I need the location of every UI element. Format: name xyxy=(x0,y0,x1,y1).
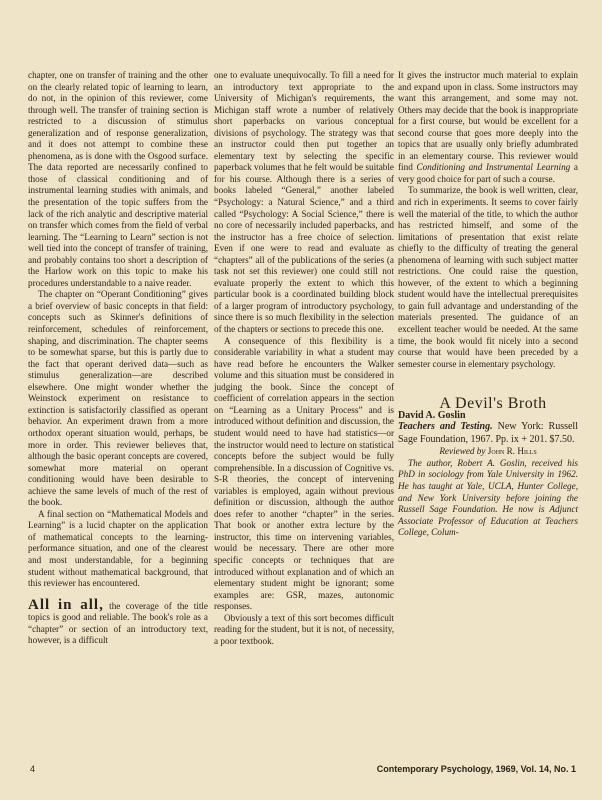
reviewer-line: Reviewed by John R. Hills xyxy=(439,446,537,457)
paragraph: It gives the instructor much material to explain and expand upon in class. Some instructors may want this arrangement, and some may not. Others may decide that the book is inappropriate for a first course, but would be excellent for a second course that goes more deeply into the topics that are usually only briefly adumbrated in an elementary course. This reviewer would find Conditioning and Instrumental Learning a very good choice for part of such a course. xyxy=(398,70,578,184)
paragraph: The chapter on “Operant Conditioning” gives a brief overview of basic concepts in that field: concepts such as Skinner's definitions of reinforcement, schedules of reinforcement, shaping, and discrimination. The chapter seems to be somewhat sparse, but this is partly due to the fact that operant derived data—such as stimulus generalization—are described elsewhere. One might wonder whether the Weinstock experiment on resistance to extinction is satisfactorily classified as operant behavior. An experiment drawn from a more orthodox operant situation would, perhaps, be more in order. This reviewer believes that, although the basic operant concepts are covered, somewhat more material on operant conditioning would have been desirable to achieve the same levels of much of the rest of the book. xyxy=(28,289,208,508)
paragraph-all-in-all: All in all, the coverage of the title topics is good and reliable. The book's role as a “chapter” or section of an introductory text, however, is a difficult xyxy=(28,596,208,646)
paragraph: A final section on “Mathematical Models and Learning” is a lucid chapter on the application of mathematical concepts to the learning-performance situation, and one of the clearest and most understandable, for a beginning student without mathematical background, that this reviewer has encountered. xyxy=(28,508,208,589)
paragraph: A consequence of this flexibility is a considerable variability in what a student may have read before he encounters the Walker volume and this situation must be considered in judging the book. Since the concept of coefficient of correlation appears in the section on “Learning as a Unitary Process” and is introduced without definition and discussion, the student would need to have had statistics—or the instructor would need to lecture on statistical concepts before the subject would be fully comprehensible. In a discussion of Cognitive vs. S-R theories, the concept of intervening variables is employed, again without previous definition or discussion, although the author does refer to another “chapter” in the series. That book or another extra lecture by the instructor, this time on intervening variables, would be necessary. There are other more specific concepts or techniques that are introduced without explanation and of which an elementary student might be ignorant; some examples are: GSR, mazes, autonomic responses. xyxy=(214,335,394,612)
review-title: A Devil's Broth xyxy=(439,395,547,413)
paragraph: To summarize, the book is well written, clear, and rich in experiments. It seems to cover fairly well the material of the title, to which the author has restricted himself, and some of the limitations of presentation that exist relate chiefly to the difficulty of treating the general phenomena of learning with such subject matter restrictions. One could raise the question, however, of the extent to which a beginning student would have the intellectual prerequisites to gain full advantage and understanding of the materials presented. The guidance of an excellent teacher would be needed. At the same time, the book would fit nicely into a second course that would have been preceded by a semester course in elementary psychology. xyxy=(398,185,578,369)
page-number: 4 xyxy=(30,764,36,774)
book-author: David A. Goslin xyxy=(398,409,466,421)
journal-citation: Contemporary Psychology, 1969, Vol. 14, No. 1 xyxy=(376,764,576,774)
reviewer-name: John R. Hills xyxy=(487,446,537,457)
paragraph: one to evaluate unequivocally. To fill a need for an introductory text appropriate to the University of Michigan's requirements, the Michigan staff wrote a number of relatively short paperbacks on various conceptual divisions of psychology. The strategy was that an instructor could then put together an elementary text by selecting the specific paperback volumes that he felt would be suitable for his course. Although there is a series of books labeled “General,” another labeled “Psychology: a Natural Science,” and a third called “Psychology: A Social Science,” there is no core of necessarily included paperbacks, and the instructor has a free choice of selection. Even if one were to read and evaluate as “chapters” all of the publications of the series (a task not set this reviewer) one could still not evaluate properly the extent to which this particular book is a coordinated building block of a larger program of introductory psychology, since there is so much flexibility in the selection of the chapters or sections to precede this one. xyxy=(214,70,394,335)
column-right xyxy=(398,70,578,539)
column-left xyxy=(28,70,208,647)
book-title: Teachers and Testing. xyxy=(398,421,493,433)
drop-cap-lead: All in all, xyxy=(28,596,104,613)
paragraph: chapter, one on transfer of training and the other on the clearly related topic of learning to learn, do not, in the opinion of this reviewer, come through well. The transfer of training section is restricted to a discussion of stimulus generalization and of response generalization, and it does not attempt to combine these phenomena, as is done with the Osgood surface. The data reported are necessarily confined to those of classical conditioning and of instrumental learning studies with animals, and the presentation of the topic suffers from the lack of the rich analytic and descriptive material on transfer which comes from the field of verbal learning. The “Learning to Learn” section is not well tied into the concept of transfer of training, and probably contains too short a description of the Harlow work on this topic to make his procedures understandable to a naive reader. xyxy=(28,70,208,288)
column-middle xyxy=(214,70,394,647)
author-bio: The author, Robert A. Goslin, received his PhD in sociology from Yale University in 1962. He has taught at Yale, UCLA, Hunter College, and New York University before joining the Russell Sage Foundation. He now is Adjunct Associate Professor of Education at Teachers College, Colum- xyxy=(398,457,578,538)
book-citation: Teachers and Testing. New York: Russell Sage Foundation, 1967. Pp. ix + 201. $7.50. xyxy=(398,421,578,445)
paragraph: Obviously a text of this sort becomes difficult reading for the student, but it is not, of necessity, a poor textbook. xyxy=(214,612,394,646)
